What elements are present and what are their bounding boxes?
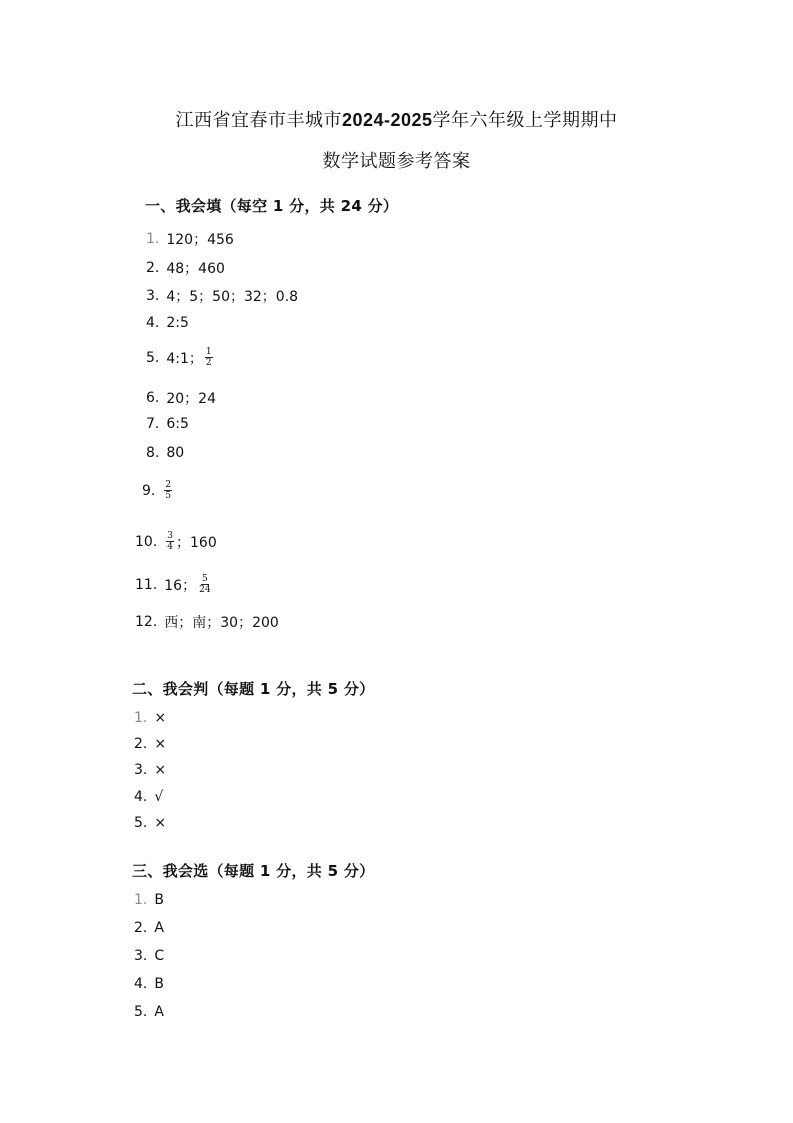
item-number: 7. <box>146 416 160 432</box>
section2-heading: 二、我会判（每题 1 分，共 5 分） <box>132 680 375 698</box>
item-answer: 120；456 <box>166 232 234 248</box>
fraction-numerator: 1 <box>205 347 212 357</box>
fraction-numerator: 5 <box>201 574 208 584</box>
item-answer: 西；南；30；200 <box>164 615 279 631</box>
answer-item <box>134 815 166 831</box>
item-answer: 4；5；50；32；0.8 <box>166 289 299 305</box>
answer-item <box>134 948 164 964</box>
answer-item <box>146 315 189 331</box>
item-number: 1. <box>146 231 160 247</box>
answer-item <box>135 612 279 632</box>
item-answer: A <box>154 1004 164 1020</box>
fraction-denominator: 2 <box>205 358 212 368</box>
item-number: 3. <box>134 948 148 964</box>
answer-item <box>134 1004 164 1020</box>
title-year: 2024-2025 <box>341 110 433 130</box>
section1-heading: 一、我会填（每空 1 分，共 24 分） <box>145 197 399 215</box>
item-number: 10. <box>135 533 158 550</box>
item-number: 9. <box>142 482 156 499</box>
answer-item <box>135 531 217 552</box>
item-answer: × <box>154 710 167 726</box>
answer-item <box>134 710 166 726</box>
item-answer: 6:5 <box>166 416 189 432</box>
item-number: 2. <box>146 260 160 276</box>
item-answer: C <box>154 948 165 964</box>
item-number: 8. <box>146 445 160 461</box>
answer-item <box>134 920 164 936</box>
answer-item <box>135 574 214 595</box>
answer-item <box>142 480 174 501</box>
item-answer: B <box>154 892 164 908</box>
fraction <box>198 574 211 595</box>
item-number: 4. <box>134 789 148 805</box>
answer-item <box>146 347 215 368</box>
item-number: 1. <box>134 892 148 908</box>
fraction <box>164 480 172 501</box>
answer-item <box>146 258 225 278</box>
item-number: 2. <box>134 736 148 752</box>
fraction-denominator: 4 <box>167 542 173 552</box>
item-answer: × <box>154 736 167 752</box>
item-number: 4. <box>146 315 160 331</box>
item-number: 5. <box>134 815 148 831</box>
item-number: 2. <box>134 920 148 936</box>
document-title-line2: 数学试题参考答案 <box>322 151 471 172</box>
answer-item <box>146 388 216 408</box>
item-answer: 16； <box>164 577 197 594</box>
fraction <box>166 531 174 552</box>
item-number: 1. <box>134 710 148 726</box>
item-number: 5. <box>134 1004 148 1020</box>
answer-item <box>146 445 184 461</box>
fraction-numerator: 2 <box>165 480 172 490</box>
answer-item <box>146 286 298 306</box>
answer-item <box>134 736 166 752</box>
fraction-denominator: 24 <box>199 585 211 595</box>
answer-item <box>134 976 164 992</box>
item-number: 11. <box>135 576 158 593</box>
answer-item <box>134 789 163 805</box>
item-number: 4. <box>134 976 148 992</box>
item-number: 6. <box>146 390 160 406</box>
item-number: 3. <box>146 288 160 304</box>
item-answer: B <box>154 976 164 992</box>
item-number: 3. <box>134 762 148 778</box>
item-answer: × <box>154 815 167 831</box>
answer-item <box>146 229 234 249</box>
title-region: 江西省宜春市丰城市 <box>175 110 342 131</box>
item-answer: ；160 <box>176 534 217 551</box>
item-answer: 4:1； <box>166 350 203 367</box>
item-answer: 20；24 <box>166 391 216 407</box>
item-answer: √ <box>154 789 164 805</box>
item-answer: 80 <box>166 445 185 461</box>
title-grade: 学年六年级上学期期中 <box>432 110 618 131</box>
fraction <box>205 347 213 368</box>
item-answer: × <box>154 762 167 778</box>
fraction-numerator: 3 <box>167 531 173 541</box>
item-number: 5. <box>146 349 160 366</box>
answer-item <box>146 416 189 432</box>
item-number: 12. <box>135 614 158 630</box>
item-answer: A <box>154 920 164 936</box>
section3-heading: 三、我会选（每题 1 分，共 5 分） <box>132 862 375 880</box>
answer-item <box>134 892 164 908</box>
answer-item <box>134 762 166 778</box>
item-answer: 48；460 <box>166 261 225 277</box>
fraction-denominator: 5 <box>165 491 172 501</box>
item-answer: 2:5 <box>166 315 189 331</box>
document-title-line1 <box>0 106 793 132</box>
